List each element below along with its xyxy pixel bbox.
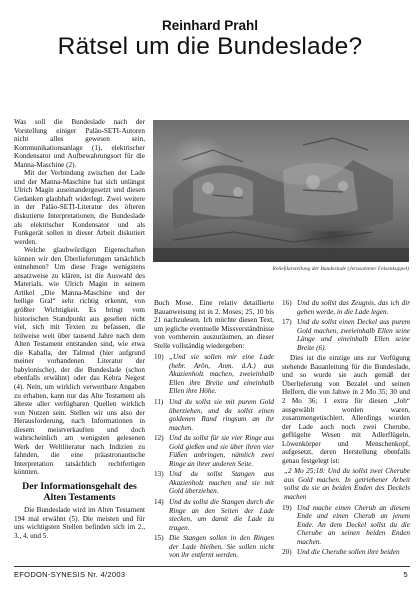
column-2 [154,299,274,562]
verse-text: Und die Cherube sollen ihre beiden [297,548,400,557]
verse-number: 15) [154,534,164,543]
verse-text: Und du sollst Stangen aus Akazienholz machen und sie mit Gold überziehen. [169,470,274,496]
verse-text: Und mache einen Cherub an diesem Ende und einen Cherub an jenem Ende. An dem Deckel sollst du die Cherube an seinen beiden Enden machen. [297,503,410,546]
footer-divider [14,566,410,567]
section-heading: Der Informationsgehalt des Alten Testaments [22,480,137,503]
verse-text: Und du sollst die Stangen durch die Ringe an den Seiten der Lade stecken, um damit die Lade zu tragen. [169,498,274,532]
footer-journal: EFODON-SYNESIS Nr. 4/2003 [14,570,126,579]
list-item [282,548,410,557]
verse-number: 20) [282,548,292,557]
list-item [154,498,274,532]
article-title: Rätsel um die Bundeslade? [57,33,363,60]
verse-number: 16) [282,299,292,307]
verse-number: 19) [282,503,292,512]
verse-number: 11) [154,398,164,407]
photo-caption: Reliefdarstellung der Bundeslade (Jerusalemer Felsenkuppel) [272,266,409,272]
paragraph: Die Bundeslade wird im Alten Testament 194 mal erwähnt (5). Die meisten und für uns wichtigsten Stellen befinden sich im 2., 3., 4. und 5. [14,505,145,540]
column-3 [282,299,410,559]
verse-list [154,353,274,560]
page-number: 5 [403,570,408,579]
list-item [154,398,274,432]
list-item [154,470,274,496]
verse-text: Und du sollst sie mit purem Gold überziehen, und du sollst einen goldenen Rand ringsum an ihr machen. [169,398,274,432]
verse-list [282,299,410,352]
verse-text: Und du sollst für sie vier Ringe aus Gold gießen und sie über ihren vier Füßen anbringen, nämlich zwei Ringe an ihrer anderen Seite. [169,434,274,468]
paragraph: Mit der Verbindung zwischen der Lade und der Manna-Maschine hat sich unlängst Ulrich Magin auseinandergesetzt und diesen Gedanken glaubhaft widerlegt. Zwei weitere in der Paläo-SETI-Literatur des öfteren diskutierte Interpretationen, die Bundeslade als elektrischer Kondensator und als Funkgerät sollen in dieser Arbeit diskutiert werden. [14,169,145,246]
verse-text: „Und sie sollen mir eine Lade (hebr. Arôn, Anm. d.A.) aus Akazienholz machen, zweieinhalb Ellen ihre Breite und eineinhalb Ellen ihre Höhe. [169,353,274,396]
verse-text: Und du sollst einen Deckel aus purem Gold machen, zweieinhalb Ellen seine Länge und eineinhalb Ellen seine Breite (6). [297,318,410,352]
verse-number: 12) [154,434,164,443]
verse-number: 17) [282,318,292,327]
verse-list [282,504,410,557]
column-1 [14,118,145,540]
verse-number: 14) [154,498,164,507]
author-name: Reinhard Prahl [161,18,259,33]
verse-text: Die Stangen sollen in den Ringen der Lade bleiben. Sie sollen nicht von ihr entfernt werden. [169,534,274,560]
paragraph: Buch Mose. Eine relativ detaillierte Bauanweisung ist in 2. Moses; 25, 10 bis 21 nachzulesen. Ich möchte diesen Text, um jegliche eventuelle Missverständnisse von vornherein auszuräumen, an dieser Stelle vollständig wiedergeben: [154,299,274,350]
list-item [282,318,410,352]
quote: „2 Mo 25;18: Und du sollst zwei Cherube aus Gold machen. In getriebener Arbeit sollst du sie an beiden Enden des Deckels machen [284,467,410,502]
paragraph: Dies ist die einzige uns zur Verfügung stehende Bauanleitung für die Bundeslade, und so wurde sie auch gemäß der Überlieferung von Bezalel und seinen Helfern, die von Jahwe in 2 Mo 35; 30 und 2 Mo 36; 1 extra für diesen „Job“ ausgewählt worden waren, zusammengetischlert. Allerdings wurden der Lade auch noch zwei Cherube, geflügelte Wesen mit Adlerflügeln, Löwenkörper und Menschenkopf, aufgesetzt, deren Herstellung ebenfalls genau festgelegt ist: [282,354,410,465]
relief-photo [153,120,409,262]
list-item [154,353,274,396]
verse-text: Und du sollst das Zeugnis, das ich dir geben werde, in die Lade legen. [297,299,410,316]
list-item [282,299,410,316]
paragraph: Was soll die Bundeslade nach der Vorstellung einiger Paläo-SETI-Autoren nicht alles gewesen sein, Kommunikationsanlage (1), elektrischer Kondensator und Aufbewahrungsort für die Manna-Maschine (2). [14,118,145,169]
verse-number: 13) [154,470,164,479]
verse-number: 10) [154,353,164,362]
list-item [154,534,274,560]
list-item [154,434,274,468]
paragraph: Welche glaubwürdigen Eigenschaften können wir den Überlieferungen tatsächlich entnehmen? Um diese Frage wenigstens ansatzweise zu klären, ist die Auswahl des Materials, wie Ulrich Magin in seinem Artikel „Die Manna-Maschine und der heilige Gral“ sehr richtig erkennt, von größter Wichtigkeit. Es bringt vom historischen Standpunkt aus gesehen nicht viel, sich mit Texten zu befassen, die teilweise weit über tausend Jahre nach dem Alten Testament entstanden sind, wie etwa die Kaballa, der Talmud (hier aufgrund meiner vorhandenen Literatur der babylonische), der die Bundeslade (schon ebenfalls erwähnt) oder das Kebra Negest (4). Nein, um wirklich verwertbare Angaben zu erhalten, kann nur das Alte Testament als älteste aller verfügbaren Quellen wirklich von Nutzen sein. Stellen wir uns also der Herausforderung, nach Informationen in diesem meistverkauften und doch wahrscheinlich am wenigsten gelesenen Werk der Weltliteratur nach Indizien zu fahnden, die eine präastronautische Interpretation tatsächlich rechtfertigen könnten. [14,246,145,477]
list-item [282,504,410,547]
